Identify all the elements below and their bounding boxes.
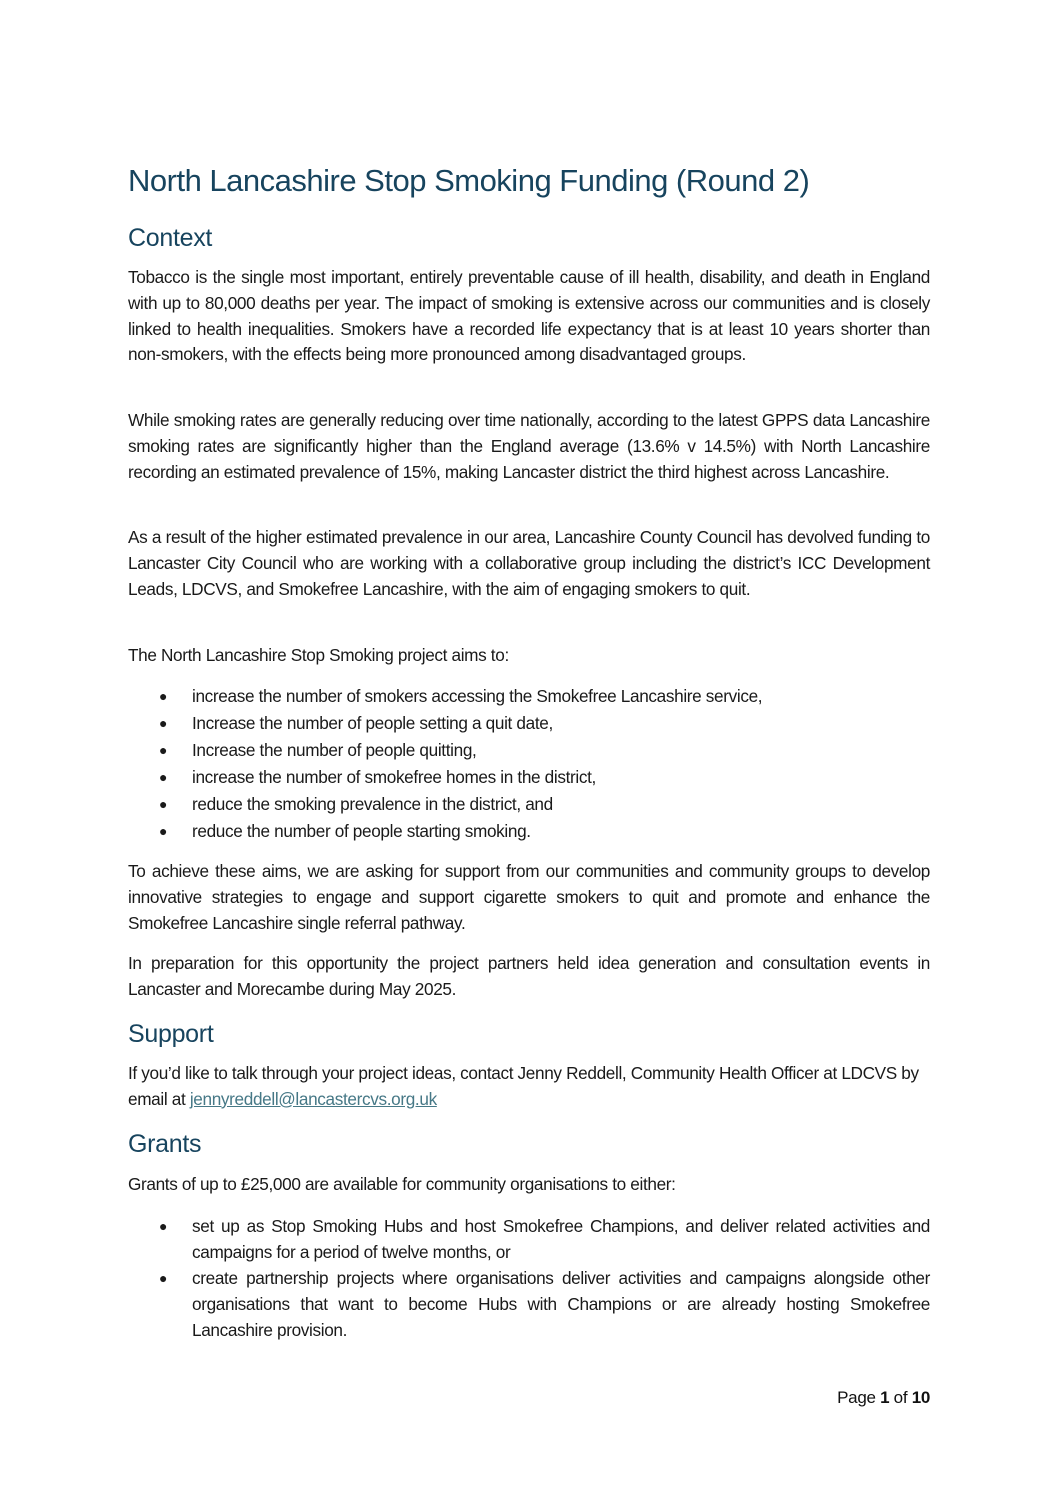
list-item: ● increase the number of smokers accessing the Smokefree Lancashire service, — [128, 683, 930, 710]
bullet-icon: ● — [159, 1270, 168, 1286]
context-paragraph-2: While smoking rates are generally reducing over time nationally, according to the latest GPPS data Lancashire smoking rates are significantly higher than the England average (13.6% v 14.5%) with North Lancashire recording an estimated prevalence of 15%, making Lancaster district the third highest across Lancashire. — [128, 410, 930, 482]
aims-list — [128, 683, 930, 845]
list-item: ● set up as Stop Smoking Hubs and host Smokefree Champions, and deliver related activities and campaigns for a period of twelve months, or — [128, 1213, 930, 1265]
bullet-icon: ● — [159, 742, 168, 758]
list-item: ● Increase the number of people setting a quit date, — [128, 710, 930, 737]
bullet-icon: ● — [159, 796, 168, 812]
list-item: ● reduce the smoking prevalence in the district, and — [128, 791, 930, 818]
context-paragraph-5: In preparation for this opportunity the project partners held idea generation and consultation events in Lancaster and Morecambe during May 2025. — [128, 953, 930, 999]
section-heading-support: Support — [128, 1020, 214, 1048]
aims-intro: The North Lancashire Stop Smoking project aims to: — [128, 645, 509, 665]
list-item: ● create partnership projects where organisations deliver activities and campaigns alongside other organisations that want to become Hubs with Champions or are already hosting Smokefree Lancashire provision. — [128, 1265, 930, 1343]
grants-options-list — [128, 1213, 930, 1343]
bullet-icon: ● — [159, 823, 168, 839]
context-paragraph-1: Tobacco is the single most important, entirely preventable cause of ill health, disability, and death in England with up to 80,000 deaths per year. The impact of smoking is extensive across our communities and is closely linked to health inequalities. Smokers have a recorded life expectancy that is at least 10 years shorter than non-smokers, with the effects being more pronounced among disadvantaged groups. — [128, 267, 930, 365]
page-number: Page 1 of 10 — [837, 1388, 930, 1407]
bullet-icon: ● — [159, 715, 168, 731]
grants-intro: Grants of up to £25,000 are available for community organisations to either: — [128, 1174, 676, 1194]
bullet-icon: ● — [159, 769, 168, 785]
context-paragraph-4: To achieve these aims, we are asking for support from our communities and community groups to develop innovative strategies to engage and support cigarette smokers to quit and promote and enhance the Smokefree Lancashire single referral pathway. — [128, 861, 930, 933]
bullet-icon: ● — [159, 688, 168, 704]
list-item: ● increase the number of smokefree homes in the district, — [128, 764, 930, 791]
section-heading-context: Context — [128, 224, 213, 252]
support-paragraph: If you’d like to talk through your project ideas, contact Jenny Reddell, Community Health Officer at LDCVS by email at jennyreddell@lancastercvs.org.uk — [128, 1063, 919, 1109]
contact-email-link[interactable]: jennyreddell@lancastercvs.org.uk — [189, 1088, 437, 1109]
list-item: ● reduce the number of people starting smoking. — [128, 818, 930, 845]
bullet-icon: ● — [159, 1218, 168, 1234]
section-heading-grants: Grants — [128, 1130, 202, 1158]
document-title: North Lancashire Stop Smoking Funding (Round 2) — [128, 163, 810, 198]
list-item: ● Increase the number of people quitting, — [128, 737, 930, 764]
context-paragraph-3: As a result of the higher estimated prevalence in our area, Lancashire County Council has devolved funding to Lancaster City Council who are working with a collaborative group including the district’s ICC Development Leads, LDCVS, and Smokefree Lancashire, with the aim of engaging smokers to quit. — [128, 527, 930, 599]
